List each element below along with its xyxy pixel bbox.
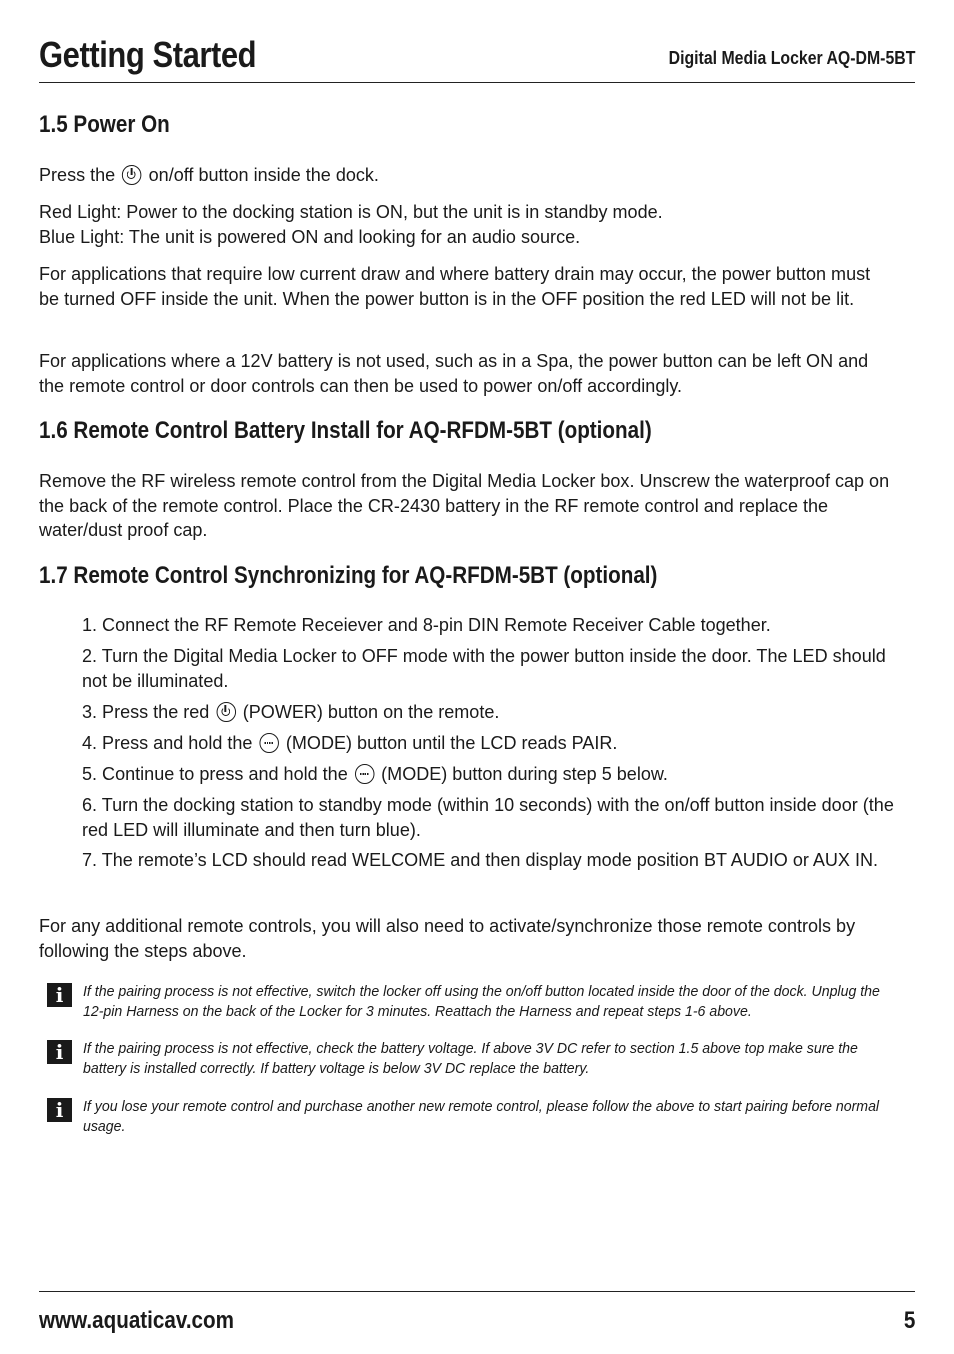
sync-step-6: 6. Turn the docking station to standby mode (within 10 seconds) with the on/off button inside door (the red LED will illuminate and then turn blue). (82, 794, 894, 840)
info-note (39, 1040, 915, 1084)
section-heading-1-5: 1.5 Power On (39, 111, 170, 138)
spa-paragraph: For applications where a 12V battery is not used, such as in a Spa, the power button can be left ON and the remote control or door controls can then be used to power on/off accordingly. (39, 350, 869, 396)
sync-step-1: 1. Connect the RF Remote Receiever and 8-pin DIN Remote Receiver Cable together. (82, 614, 771, 635)
section-heading-1-6: 1.6 Remote Control Battery Install for AQ-RFDM-5BT (optional) (39, 417, 652, 444)
document-page (39, 0, 915, 1354)
sync-step-2: 2. Turn the Digital Media Locker to OFF mode with the power button inside the door. The LED should not be illuminated. (82, 645, 886, 691)
info-note-text: If the pairing process is not effective, switch the locker off using the on/off button located inside the door of the dock. Unplug the 12-pin Harness on the back of the Locker for 3 minutes. Reattach the Harness and repeat steps 1-6 above. (83, 984, 880, 1020)
product-name: Digital Media Locker AQ-DM-5BT (668, 48, 915, 68)
info-note (39, 1098, 915, 1142)
page-title: Getting Started (39, 34, 257, 75)
info-note-text: If you lose your remote control and purchase another new remote control, please follow the above to start pairing before normal usage. (83, 1099, 880, 1135)
mode-icon (259, 733, 279, 753)
additional-remotes-paragraph: For any additional remote controls, you will also need to activate/synchronize those remote controls by following the steps above. (39, 915, 856, 961)
info-note (39, 983, 915, 1027)
section-heading-1-7: 1.7 Remote Control Synchronizing for AQ-RFDM-5BT (optional) (39, 562, 658, 589)
info-note-text: If the pairing process is not effective, check the battery voltage. If above 3V DC refer to section 1.5 above top make sure the battery is installed correctly. If battery voltage is below 3V DC replace the battery. (83, 1041, 858, 1077)
page-footer (39, 1291, 915, 1334)
info-icon: i (47, 1040, 72, 1064)
light-status-text: Red Light: Power to the docking station is ON, but the unit is in standby mode. Blue Light: The unit is powered ON and looking for an audio source. (39, 201, 663, 247)
page-number: 5 (903, 1307, 915, 1334)
info-icon: i (47, 983, 72, 1007)
info-icon: i (47, 1098, 72, 1122)
page-header (39, 34, 915, 83)
sync-step-3: 3. Press the red (POWER) button on the remote. (82, 701, 500, 722)
power-icon (122, 165, 142, 185)
sync-step-7: 7. The remote’s LCD should read WELCOME and then display mode position BT AUDIO or AUX IN. (82, 849, 879, 870)
mode-icon (355, 764, 375, 784)
website-url: www.aquaticav.com (39, 1307, 234, 1334)
sync-step-4: 4. Press and hold the (MODE) button until the LCD reads PAIR. (82, 732, 618, 753)
sync-step-5: 5. Continue to press and hold the (MODE) button during step 5 below. (82, 763, 668, 784)
power-icon (216, 702, 236, 722)
low-current-paragraph: For applications that require low current draw and where battery drain may occur, the power button must be turned OFF inside the unit. When the power button is in the OFF position the red LED will not be lit. (39, 263, 871, 309)
power-on-instruction: Press the on/off button inside the dock. (39, 164, 379, 185)
battery-install-paragraph: Remove the RF wireless remote control from the Digital Media Locker box. Unscrew the waterproof cap on the back of the remote control. Place the CR-2430 battery in the RF remote control and replace the water/dust proof cap. (39, 470, 890, 540)
